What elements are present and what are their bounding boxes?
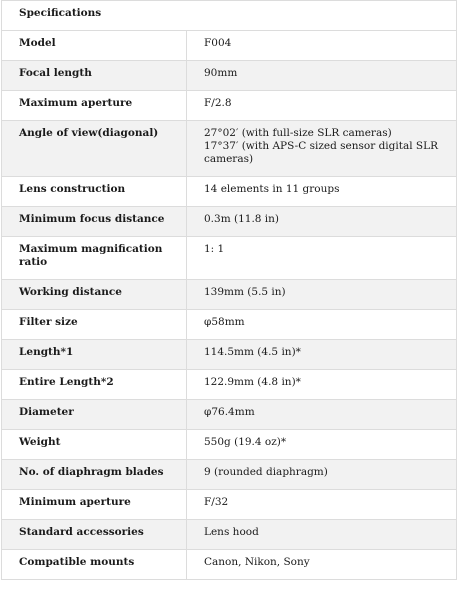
spec-value xyxy=(187,340,457,370)
spec-value xyxy=(187,460,457,490)
spec-label: No. of diaphragm blades xyxy=(2,460,187,490)
spec-value-line: 1: 1 xyxy=(204,243,225,255)
spec-value-line: 550g (19.4 oz)* xyxy=(204,436,287,448)
table-header: Specifications xyxy=(2,1,457,31)
spec-label: Entire Length*2 xyxy=(2,370,187,400)
spec-label: Maximum magnification ratio xyxy=(2,237,187,280)
table-row xyxy=(2,370,457,400)
spec-value xyxy=(187,177,457,207)
spec-value xyxy=(187,31,457,61)
spec-value-line: F004 xyxy=(204,37,232,49)
spec-value xyxy=(187,370,457,400)
spec-value xyxy=(187,520,457,550)
spec-label: Working distance xyxy=(2,280,187,310)
spec-label: Focal length xyxy=(2,61,187,91)
specifications-container xyxy=(1,0,456,580)
spec-label: Diameter xyxy=(2,400,187,430)
spec-value xyxy=(187,310,457,340)
spec-value-line: 114.5mm (4.5 in)* xyxy=(204,346,301,358)
spec-value-line: F/2.8 xyxy=(204,97,232,109)
spec-value-line: 9 (rounded diaphragm) xyxy=(204,466,328,478)
spec-value-line: φ58mm xyxy=(204,316,245,328)
spec-label: Filter size xyxy=(2,310,187,340)
table-header-row xyxy=(2,1,457,31)
spec-value-line: Lens hood xyxy=(204,526,259,538)
spec-label: Angle of view(diagonal) xyxy=(2,121,187,177)
spec-value xyxy=(187,430,457,460)
spec-value-line: φ76.4mm xyxy=(204,406,255,418)
spec-value-line: 90mm xyxy=(204,67,238,79)
table-row xyxy=(2,310,457,340)
table-row xyxy=(2,121,457,177)
table-row xyxy=(2,490,457,520)
spec-label: Maximum aperture xyxy=(2,91,187,121)
spec-label: Standard accessories xyxy=(2,520,187,550)
spec-value xyxy=(187,400,457,430)
spec-label: Weight xyxy=(2,430,187,460)
spec-value xyxy=(187,280,457,310)
table-row xyxy=(2,340,457,370)
spec-value xyxy=(187,121,457,177)
spec-value-line: 0.3m (11.8 in) xyxy=(204,213,280,225)
table-row xyxy=(2,280,457,310)
table-row xyxy=(2,430,457,460)
spec-value-line: 27°02′ (with full-size SLR cameras) xyxy=(204,127,392,139)
spec-value-line: 122.9mm (4.8 in)* xyxy=(204,376,301,388)
table-row xyxy=(2,460,457,490)
spec-value xyxy=(187,550,457,580)
spec-value-line: 17°37′ (with APS-C sized sensor digital SLR cameras) xyxy=(204,140,438,165)
spec-value xyxy=(187,91,457,121)
table-row xyxy=(2,177,457,207)
table-row xyxy=(2,31,457,61)
table-row xyxy=(2,207,457,237)
spec-label: Lens construction xyxy=(2,177,187,207)
spec-value-line: 14 elements in 11 groups xyxy=(204,183,340,195)
specifications-table xyxy=(1,0,457,580)
spec-label: Minimum aperture xyxy=(2,490,187,520)
spec-label: Model xyxy=(2,31,187,61)
spec-value xyxy=(187,237,457,280)
table-row xyxy=(2,61,457,91)
spec-label: Minimum focus distance xyxy=(2,207,187,237)
spec-value xyxy=(187,490,457,520)
spec-label: Length*1 xyxy=(2,340,187,370)
table-row xyxy=(2,550,457,580)
table-row xyxy=(2,91,457,121)
table-row xyxy=(2,400,457,430)
spec-label: Compatible mounts xyxy=(2,550,187,580)
spec-value-line: Canon, Nikon, Sony xyxy=(204,556,310,568)
table-row xyxy=(2,237,457,280)
table-row xyxy=(2,520,457,550)
spec-value-line: F/32 xyxy=(204,496,229,508)
spec-value xyxy=(187,207,457,237)
spec-value-line: 139mm (5.5 in) xyxy=(204,286,286,298)
spec-value xyxy=(187,61,457,91)
